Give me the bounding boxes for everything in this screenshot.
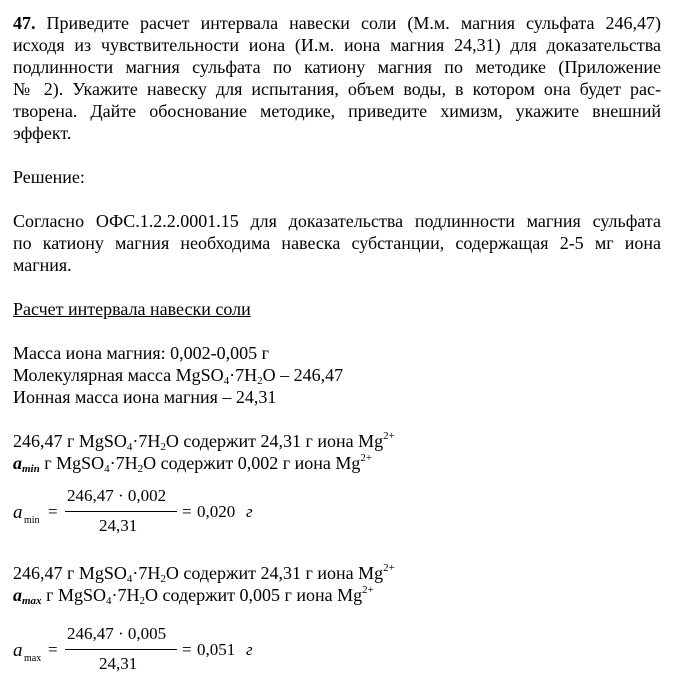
proportion-row: 246,47 г $MgSO_4\cdot 7H_2O$ содержит 24,31 г иона $Mg^{2+}$ — [13, 562, 395, 585]
fraction-bar — [65, 649, 177, 650]
problem-line: творена. Дайте обоснование методике, приведите химизм, укажите внешний — [13, 101, 661, 121]
formula-symbol: a — [13, 502, 23, 523]
problem-line: № 2). Укажите навеску для испытания, объем воды, в котором она будет рас- — [13, 79, 661, 99]
proportion-row: $a_{min}$ г $MgSO_4\cdot 7H_2O$ содержит 0,002 г иона $Mg^{2+}$ — [13, 452, 373, 475]
problem-line: исходя из чувствительности иона (И.м. иона магния 24,31) для доказательства — [13, 35, 661, 55]
formula-min — [13, 486, 273, 536]
section-title: Расчет интервала навески соли — [13, 299, 251, 319]
formula-numerator: 246,47 · 0,002 — [67, 486, 167, 505]
formula-max — [13, 624, 273, 674]
solution-label: Решение: — [13, 167, 85, 187]
problem-number: 47. — [13, 13, 36, 33]
formula-equals: = — [182, 640, 192, 659]
proportion-row: 246,47 г $MgSO_4\cdot 7H_2O$ содержит 24,31 г иона $Mg^{2+}$ — [13, 430, 395, 453]
formula-equals: = — [182, 502, 192, 521]
intro-line: Согласно ОФС.1.2.2.0001.15 для доказательства подлинности магния сульфата — [13, 211, 661, 231]
proportion-max — [13, 562, 661, 606]
fraction-bar — [65, 511, 177, 512]
given-data — [13, 342, 661, 408]
formula-subscript: max — [24, 653, 42, 664]
intro-line: магния. — [13, 255, 72, 275]
formula-result: 0,020 — [197, 502, 236, 521]
formula-equals: = — [48, 640, 58, 659]
formula-denominator: 24,31 — [99, 516, 138, 535]
ionic-mass-line: Ионная масса иона магния – 24,31 — [13, 387, 277, 407]
formula-equals: = — [48, 502, 58, 521]
molecular-mass-line: Молекулярная масса $MgSO_4\cdot 7H_2O - 246,47$ — [13, 365, 344, 387]
formula-unit: г — [246, 640, 253, 659]
formula-unit: г — [246, 502, 253, 521]
formula-subscript: min — [24, 515, 40, 526]
problem-line: эффект. — [13, 123, 72, 143]
intro-paragraph — [13, 210, 661, 276]
formula-denominator: 24,31 — [99, 654, 138, 673]
proportion-min — [13, 430, 661, 474]
formula-numerator: 246,47 · 0,005 — [67, 624, 167, 643]
ion-mass-line: Масса иона магния: 0,002-0,005 г — [13, 343, 269, 363]
problem-statement — [13, 12, 661, 144]
formula-result: 0,051 — [197, 640, 236, 659]
formula-symbol: a — [13, 640, 23, 661]
problem-line: 47. Приведите расчет интервала навески соли (М.м. магния сульфата 246,47) — [13, 13, 662, 33]
proportion-row: $a_{max}$ г $MgSO_4\cdot 7H_2O$ содержит 0,005 г иона $Mg^{2+}$ — [13, 584, 374, 607]
problem-line: подлинности магния сульфата по катиону магния по методике (Приложение — [13, 57, 661, 77]
intro-line: по катиону магния необходима навеска субстанции, содержащая 2-5 мг иона — [13, 233, 661, 253]
